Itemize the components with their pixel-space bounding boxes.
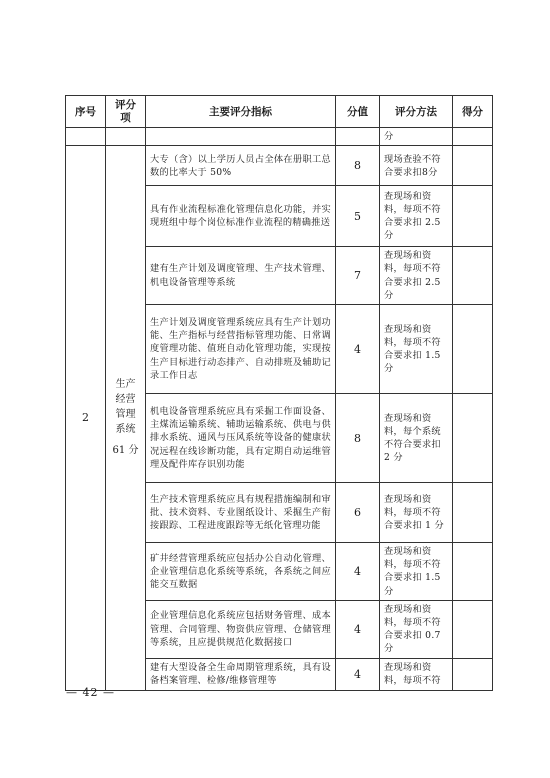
score-cell: 8	[336, 146, 380, 186]
method-cell: 查现场和资料，每项不符	[380, 658, 453, 690]
section-name-line3: 管理	[115, 409, 136, 421]
score-cell: 6	[336, 483, 380, 543]
method-cell: 查现场和资料，每项不符合要求扣 2.5 分	[380, 186, 453, 247]
got-cell	[453, 394, 493, 483]
score-cell: 4	[336, 305, 380, 394]
score-cell: 4	[336, 543, 380, 601]
got-cell	[453, 186, 493, 247]
scoring-table	[65, 95, 493, 691]
cell-empty	[66, 128, 106, 146]
score-cell: 4	[336, 600, 380, 658]
indicator-cell: 具有作业流程标准化管理信息化功能，并实现班组中每个岗位标准作业流程的精确推送	[146, 186, 336, 247]
header-no: 序号	[66, 96, 106, 128]
header-item	[106, 96, 146, 128]
section-name-line4: 系统	[115, 424, 136, 436]
header-item-line2: 项	[120, 111, 131, 124]
header-item-line1: 评分	[115, 98, 136, 111]
got-cell	[453, 543, 493, 601]
cell-empty	[453, 128, 493, 146]
header-score: 分值	[336, 96, 380, 128]
score-cell: 7	[336, 247, 380, 305]
indicator-cell: 大专（含）以上学历人员占全体在册职工总数的比率大于 50%	[146, 146, 336, 186]
method-cell: 查现场和资料，每项不符合要求扣 1.5 分	[380, 305, 453, 394]
table-header-row	[66, 96, 493, 128]
section-name	[106, 146, 146, 690]
got-cell	[453, 247, 493, 305]
continued-method: 分	[380, 128, 453, 146]
got-cell	[453, 483, 493, 543]
cell-empty	[146, 128, 336, 146]
method-cell: 查现场和资料，每项不符合要求扣 1 分	[380, 483, 453, 543]
got-cell	[453, 146, 493, 186]
page-number: — 42 —	[66, 686, 115, 699]
indicator-cell: 生产技术管理系统应具有规程措施编制和审批、技术资料、专业图纸设计、采掘生产衔接跟踪、工程进度跟踪等无纸化管理功能	[146, 483, 336, 543]
score-cell: 8	[336, 394, 380, 483]
indicator-cell: 企业管理信息化系统应包括财务管理、成本管理、合同管理、物资供应管理、仓储管理等系统，且应提供规范化数据接口	[146, 600, 336, 658]
indicator-cell: 建有生产计划及调度管理、生产技术管理、机电设备管理等系统	[146, 247, 336, 305]
header-indicator: 主要评分指标	[146, 96, 336, 128]
cell-empty	[106, 128, 146, 146]
method-cell: 现场查验不符合要求扣8分	[380, 146, 453, 186]
section-no: 2	[66, 146, 106, 690]
got-cell	[453, 658, 493, 690]
indicator-cell: 建有大型设备全生命周期管理系统，具有设备档案管理、检修/维修管理等	[146, 658, 336, 690]
indicator-cell: 生产计划及调度管理系统应具有生产计划功能、生产指标与经营指标管理功能、日常调度管理功能、值班自动化管理功能，实现按生产目标进行动态排产、自动排班及辅助记录工作日志	[146, 305, 336, 394]
section-name-line1: 生产	[115, 379, 136, 391]
header-method: 评分方法	[380, 96, 453, 128]
table-row	[66, 146, 493, 186]
indicator-cell: 矿井经营管理系统应包括办公自动化管理、企业管理信息化系统等系统，各系统之间应能交互数据	[146, 543, 336, 601]
section-points: 61 分	[112, 445, 139, 457]
cell-empty	[336, 128, 380, 146]
method-cell: 查现场和资料，每个系统不符合要求扣 2 分	[380, 394, 453, 483]
section-name-line2: 经营	[115, 394, 136, 406]
got-cell	[453, 305, 493, 394]
method-cell: 查现场和资料，每项不符合要求扣 0.7 分	[380, 600, 453, 658]
score-cell: 5	[336, 186, 380, 247]
method-cell: 查现场和资料，每项不符合要求扣 1.5 分	[380, 543, 453, 601]
continued-row	[66, 128, 493, 146]
score-cell: 4	[336, 658, 380, 690]
got-cell	[453, 600, 493, 658]
method-cell: 查现场和资料，每项不符合要求扣 2.5 分	[380, 247, 453, 305]
indicator-cell: 机电设备管理系统应具有采掘工作面设备、主煤流运输系统、辅助运输系统、供电与供排水系统、通风与压风系统等设备的健康状况远程在线诊断功能，具有定期自动运维管理及配件库存识别功能	[146, 394, 336, 483]
header-got: 得分	[453, 96, 493, 128]
